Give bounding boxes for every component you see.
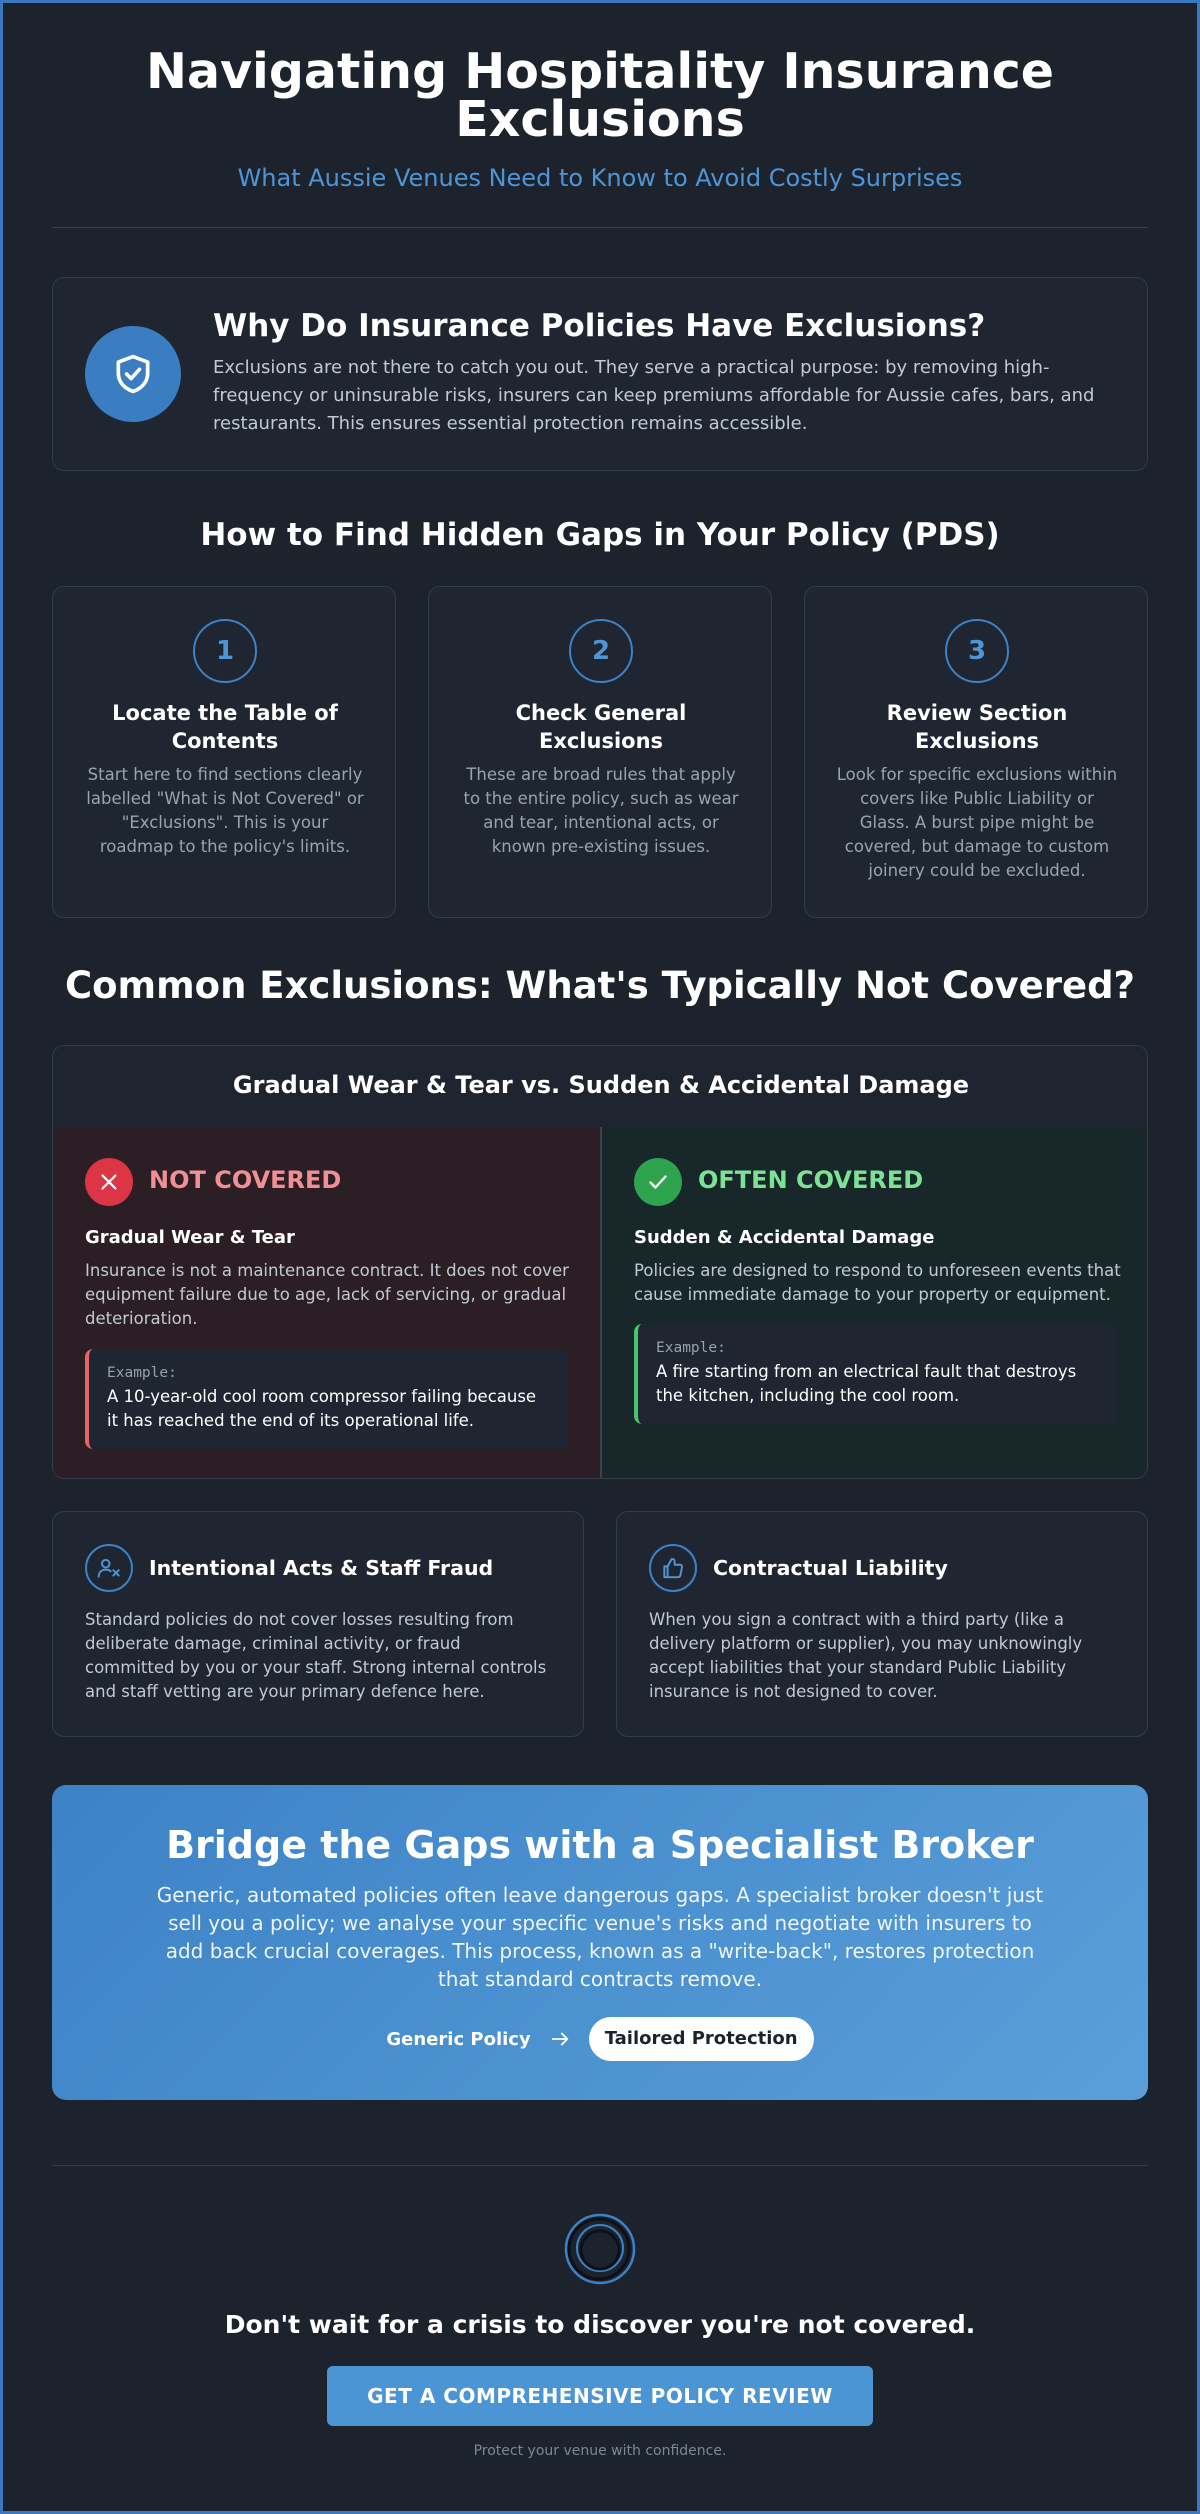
card-title: Intentional Acts & Staff Fraud [149, 1556, 494, 1580]
step-title: Check General Exclusions [515, 701, 687, 753]
not-covered-badge: NOT COVERED [149, 1166, 342, 1194]
not-covered-title: Gradual Wear & Tear [85, 1227, 295, 1248]
not-covered-column [53, 1127, 600, 1479]
not-covered-example [85, 1349, 568, 1449]
step-title: Review Section Exclusions [886, 701, 1068, 753]
card-text: Standard policies do not cover losses resulting from deliberate damage, criminal activity, or fraud committed by you or your staff. Strong internal controls and staff vetting are your primary defence here. [85, 1610, 547, 1701]
often-covered-title: Sudden & Accidental Damage [634, 1227, 935, 1248]
tailored-protection-pill: Tailored Protection [589, 2017, 814, 2061]
intentional-acts-card [52, 1511, 584, 1737]
often-covered-badge: OFTEN COVERED [698, 1166, 924, 1194]
step-card-2 [428, 586, 772, 918]
not-covered-text: Insurance is not a maintenance contract. It does not cover equipment failure due to age, lack of servicing, or gradual deterioration. [85, 1261, 569, 1328]
step-text: These are broad rules that apply to the entire policy, such as wear and tear, intentional acts, or known pre-existing issues. [463, 765, 739, 856]
policy-flow [52, 2017, 1148, 2061]
cta-headline: Don't wait for a crisis to discover you're not covered. [224, 2310, 976, 2339]
step-title: Locate the Table of Contents [112, 701, 338, 753]
steps-title: How to Find Hidden Gaps in Your Policy (PDS) [200, 517, 1000, 553]
arrow-right-icon [549, 2028, 571, 2050]
often-covered-example [634, 1324, 1117, 1424]
card-title: Contractual Liability [713, 1556, 948, 1580]
step-number: 3 [945, 619, 1009, 683]
step-card-1 [52, 586, 396, 918]
example-label: Example: [107, 1365, 177, 1381]
page-title: Navigating Hospitality Insurance Exclusions [146, 43, 1054, 148]
example-label: Example: [656, 1340, 726, 1356]
policy-review-button[interactable]: GET A COMPREHENSIVE POLICY REVIEW [327, 2366, 873, 2426]
step-number: 2 [569, 619, 633, 683]
often-covered-text: Policies are designed to respond to unforeseen events that cause immediate damage to your property or equipment. [634, 1261, 1121, 1304]
step-text: Start here to find sections clearly labelled "What is Not Covered" or "Exclusions". This is your roadmap to the policy's limits. [86, 765, 364, 856]
example-text: A fire starting from an electrical fault that destroys the kitchen, including the cool room. [656, 1362, 1077, 1405]
check-icon [634, 1158, 682, 1206]
x-icon [85, 1158, 133, 1206]
wear-vs-accidental-comparison [52, 1045, 1148, 1479]
contractual-liability-card [616, 1511, 1148, 1737]
why-text: Exclusions are not there to catch you out. They serve a practical purpose: by removing high-frequency or uninsurable risks, insurers can keep premiums affordable for Aussie cafes, bars, and restaurants. This ensures essential protection remains accessible. [213, 357, 1095, 434]
footer-divider [52, 2165, 1148, 2166]
often-covered-column [602, 1127, 1148, 1479]
shield-check-icon [85, 326, 181, 422]
specialist-broker-banner [52, 1785, 1148, 2100]
example-text: A 10-year-old cool room compressor failing because it has reached the end of its operational life. [107, 1387, 537, 1430]
thumbs-up-icon [649, 1544, 697, 1592]
step-card-3 [804, 586, 1148, 918]
why-title: Why Do Insurance Policies Have Exclusions? [213, 308, 986, 344]
card-text: When you sign a contract with a third party (like a delivery platform or supplier), you may unknowingly accept liabilities that your standard Public Liability insurance is not designed to cover. [649, 1610, 1083, 1701]
comparison-heading: Gradual Wear & Tear vs. Sudden & Accidental Damage [53, 1046, 1148, 1127]
logo-icon [561, 2210, 639, 2288]
generic-policy-label: Generic Policy [386, 2028, 531, 2050]
broker-title: Bridge the Gaps with a Specialist Broker [166, 1823, 1034, 1867]
header-divider [52, 227, 1148, 228]
footer-note: Protect your venue with confidence. [473, 2443, 727, 2459]
common-exclusions-title: Common Exclusions: What's Typically Not Covered? [64, 964, 1136, 1007]
user-x-icon [85, 1544, 133, 1592]
broker-text: Generic, automated policies often leave dangerous gaps. A specialist broker doesn't just sell you a policy; we analyse your specific venue's risks and negotiate with insurers to add back crucial coverages. This process, known as a "write-back", restores protection that standard contracts remove. [156, 1883, 1044, 1991]
step-text: Look for specific exclusions within covers like Public Liability or Glass. A burst pipe might be covered, but damage to custom joinery could be excluded. [836, 765, 1118, 880]
page-subtitle: What Aussie Venues Need to Know to Avoid Costly Surprises [237, 164, 963, 192]
step-number: 1 [193, 619, 257, 683]
why-exclusions-card [52, 277, 1148, 471]
